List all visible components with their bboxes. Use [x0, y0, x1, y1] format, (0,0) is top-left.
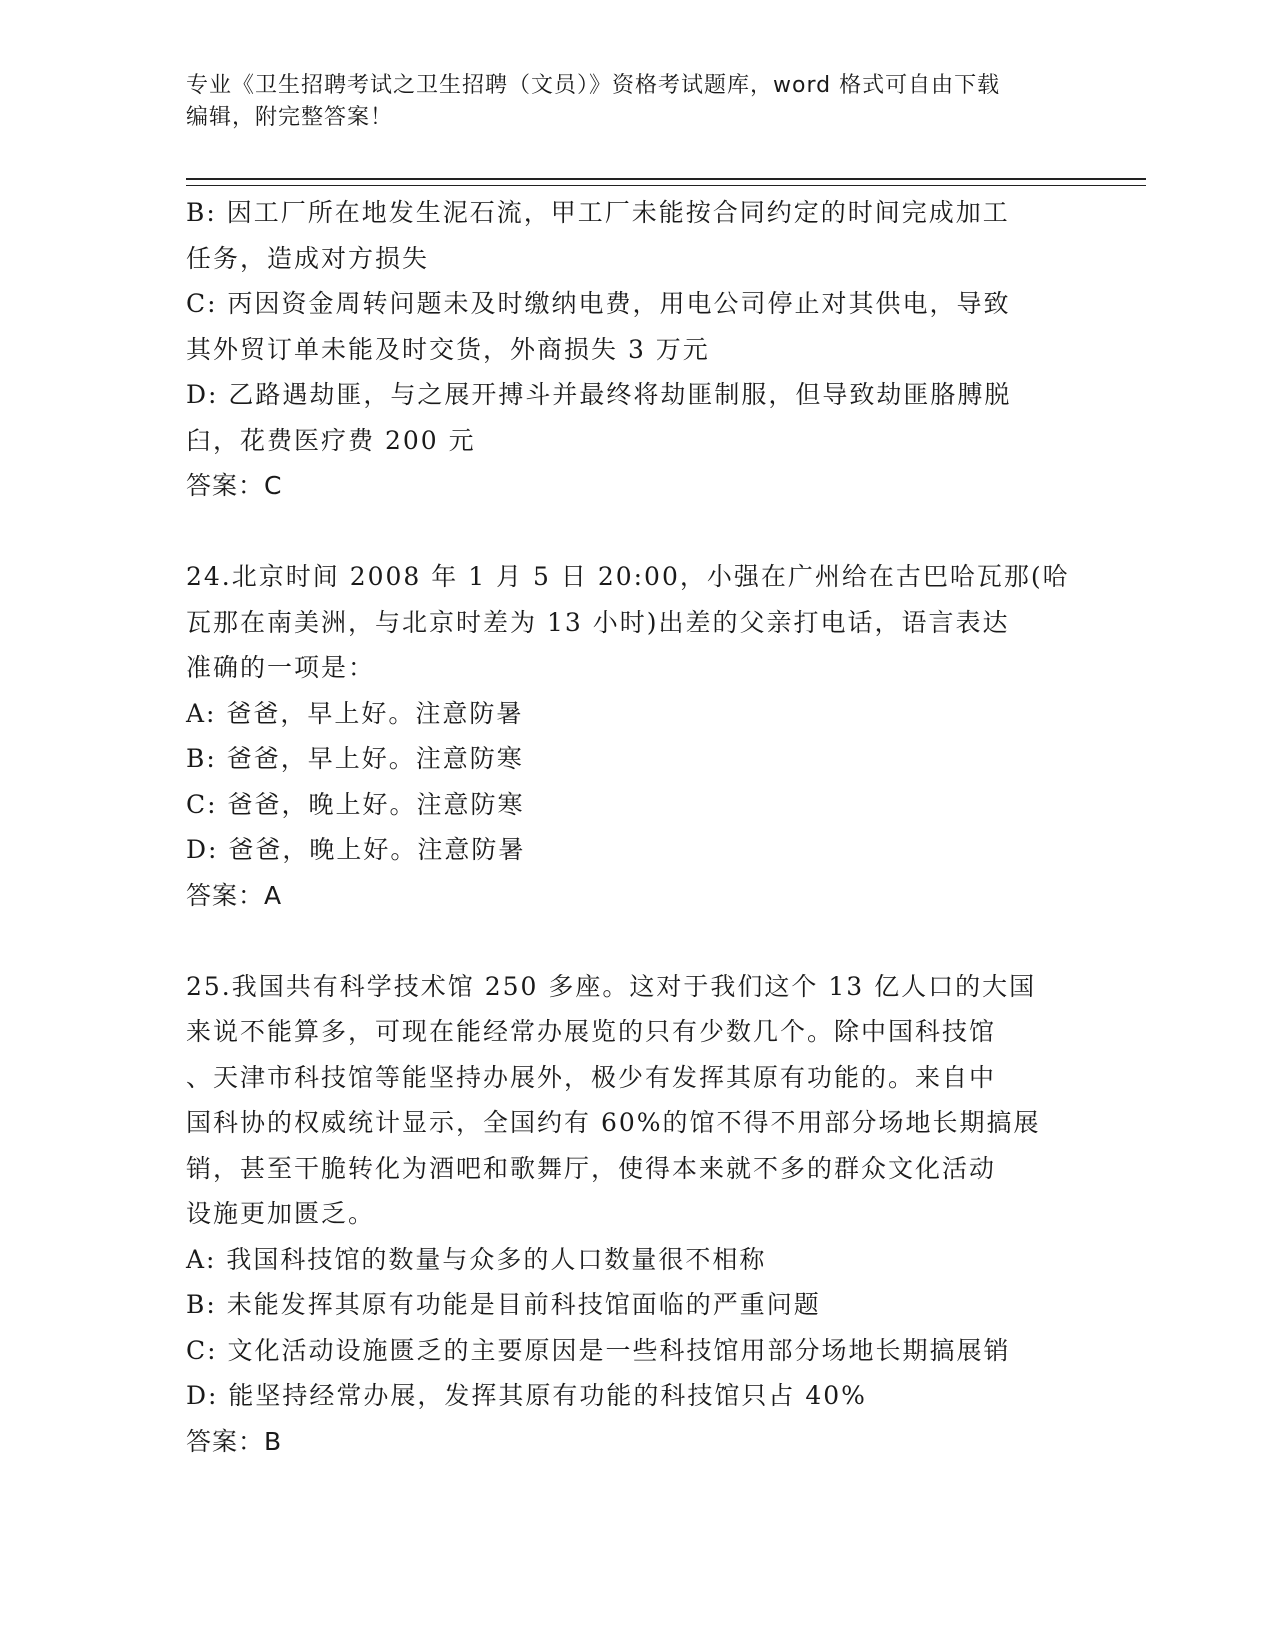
- document-header: [186, 70, 1086, 134]
- q25-option-a: A: 我国科技馆的数量与众多的人口数量很不相称: [186, 1244, 767, 1274]
- q24-option-c: C: 爸爸，晚上好。注意防寒: [186, 789, 525, 819]
- section-gap: [186, 918, 1086, 964]
- q25-option-c: C: 文化活动设施匮乏的主要原因是一些科技馆用部分场地长期搞展销: [186, 1335, 1011, 1365]
- q23-option-b-line2: 任务，造成对方损失: [186, 243, 430, 273]
- q24-answer: 答案：A: [186, 880, 283, 910]
- q23-option-d-line2: 臼，花费医疗费 200 元: [186, 425, 476, 455]
- q23-option-d-line1: D: 乙路遇劫匪，与之展开搏斗并最终将劫匪制服，但导致劫匪胳膊脱: [186, 380, 1012, 409]
- q23-option-c-line2: 其外贸订单未能及时交货，外商损失 3 万元: [186, 334, 710, 364]
- q24-option-b: B: 爸爸，早上好。注意防寒: [186, 744, 524, 773]
- header-line-1: 专业《卫生招聘考试之卫生招聘（文员）》资格考试题库，word 格式可自由下载: [186, 73, 1001, 98]
- section-gap: [186, 509, 1086, 555]
- header-rule-thick: [186, 178, 1146, 180]
- q25-option-d: D: 能坚持经常办展，发挥其原有功能的科技馆只占 40%: [186, 1381, 867, 1410]
- question-25: [186, 964, 1086, 1465]
- q25-stem-line4: 国科协的权威统计显示，全国约有 60%的馆不得不用部分场地长期搞展: [186, 1108, 1041, 1137]
- q25-stem-line6: 设施更加匮乏。: [186, 1199, 376, 1228]
- q23-option-b-line1: B: 因工厂所在地发生泥石流，甲工厂未能按合同约定的时间完成加工: [186, 198, 1010, 227]
- q24-stem-line3: 准确的一项是：: [186, 653, 376, 682]
- q24-stem-line1: 24.北京时间 2008 年 1 月 5 日 20:00，小强在广州给在古巴哈瓦那(哈: [186, 562, 1070, 591]
- question-24: [186, 554, 1086, 918]
- question-23-continued: [186, 190, 1086, 509]
- q25-answer: 答案：B: [186, 1426, 283, 1456]
- q25-stem-line3: 、天津市科技馆等能坚持办展外，极少有发挥其原有功能的。来自中: [186, 1062, 997, 1092]
- q25-option-b: B: 未能发挥其原有功能是目前科技馆面临的严重问题: [186, 1290, 821, 1319]
- document-body: [186, 190, 1086, 1464]
- header-rule-thin: [186, 185, 1146, 186]
- q25-stem-line2: 来说不能算多，可现在能经常办展览的只有少数几个。除中国科技馆: [186, 1017, 997, 1046]
- q24-option-d: D: 爸爸，晚上好。注意防暑: [186, 835, 526, 864]
- header-line-2: 编辑，附完整答案！: [186, 105, 394, 130]
- q23-option-c-line1: C: 丙因资金周转问题未及时缴纳电费，用电公司停止对其供电，导致: [186, 289, 1011, 318]
- q25-stem-line1: 25.我国共有科学技术馆 250 多座。这对于我们这个 13 亿人口的大国: [186, 971, 1037, 1001]
- q24-option-a: A: 爸爸，早上好。注意防暑: [186, 698, 524, 728]
- q24-stem-line2: 瓦那在南美洲，与北京时差为 13 小时)出差的父亲打电话，语言表达: [186, 607, 1010, 637]
- q25-stem-line5: 销，甚至干脆转化为酒吧和歌舞厅，使得本来就不多的群众文化活动: [186, 1153, 997, 1183]
- q23-answer: 答案：C: [186, 471, 283, 500]
